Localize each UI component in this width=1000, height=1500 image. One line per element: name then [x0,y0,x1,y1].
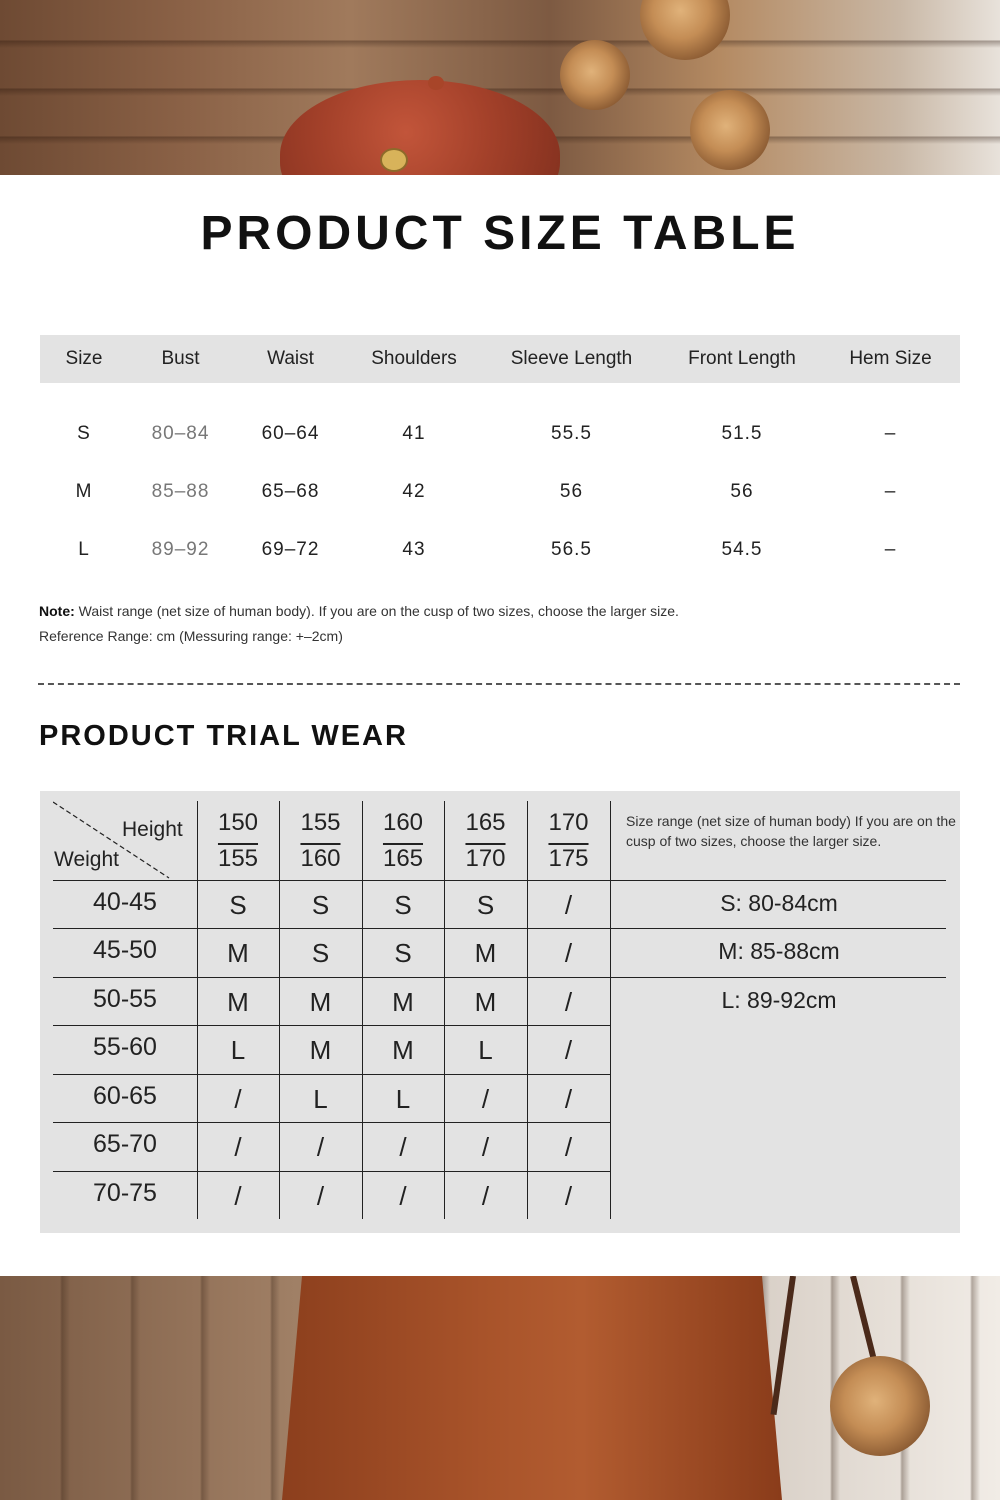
grid-line [53,1171,610,1172]
weight-label: 65-70 [93,1130,157,1158]
cell: L [78,539,90,560]
size-value: S [476,890,495,920]
grid-line [53,977,946,978]
weight-label: 60-65 [93,1082,157,1110]
col-size: Size [65,348,103,369]
reference-range: Reference Range: cm (Messuring range: +–2cm) [39,628,343,644]
height-header [197,805,279,877]
note-label: Note: [39,603,75,619]
cell: 65–68 [261,481,320,502]
cell: 43 [402,539,426,560]
height-to: 160 [300,845,341,872]
table-row [40,463,960,521]
size-value: M [227,987,249,1017]
height-label: Height [122,818,183,841]
weight-label: Weight [54,848,119,871]
size-value: M [309,1035,332,1065]
size-value: S [229,890,247,920]
height-to: 175 [548,845,589,872]
height-to: 155 [217,845,259,872]
cell: 54.5 [721,539,763,560]
cell: 56.5 [551,539,592,560]
size-value: / [564,987,573,1017]
size-range-note: Size range (net size of human body) If you are on the cusp of two sizes, choose the larger size. [626,813,956,849]
cell: – [884,481,897,502]
col-waist: Waist [267,348,314,369]
size-value: / [316,1132,325,1162]
size-value: L [313,1084,328,1114]
height-header [444,805,527,877]
height-from: 150 [217,809,259,836]
size-value: L [230,1035,246,1065]
weight-label: 50-55 [93,985,157,1013]
height-header [362,805,444,877]
weight-label: 40-45 [93,888,157,916]
weight-label: 55-60 [93,1033,157,1061]
height-from: 155 [300,809,341,836]
size-note [39,599,679,649]
size-value: M [392,1035,414,1065]
cell: M [75,481,93,502]
height-from: 170 [548,809,589,836]
grid-line [53,1122,610,1123]
cell: 55.5 [551,423,592,444]
size-value: / [316,1181,325,1211]
cell: 80–84 [151,423,210,444]
beret-hat [280,80,560,175]
grid-line [53,1074,610,1075]
size-range: L: 89-92cm [721,987,837,1013]
logo-badge [380,148,408,172]
size-value: M [474,938,497,968]
top-photo [0,0,1000,175]
size-value: / [399,1181,407,1211]
cell: 89–92 [151,539,210,560]
size-value: / [564,938,573,968]
size-value: / [481,1181,490,1211]
height-to: 170 [465,845,506,872]
size-value: M [309,987,332,1017]
bottom-photo [0,1276,1000,1500]
cell: S [77,423,91,444]
grid-line [53,928,946,929]
cell: 85–88 [151,481,210,502]
size-value: / [564,1084,573,1114]
dashed-divider [38,683,960,685]
size-value: S [311,938,330,968]
grid-line [610,801,611,1219]
size-value: / [481,1132,490,1162]
weight-label: 45-50 [93,936,157,964]
size-value: L [478,1035,493,1065]
size-table-header [40,335,960,383]
table-row [40,521,960,579]
size-value: / [564,890,573,920]
height-header [527,805,610,877]
size-value: / [399,1132,407,1162]
height-to: 165 [382,845,424,872]
note-text: Waist range (net size of human body). If you are on the cusp of two sizes, choose the larger size. [74,603,679,619]
weight-label: 70-75 [93,1179,157,1207]
size-range: S: 80-84cm [720,890,838,916]
cell: 60–64 [261,423,320,444]
size-value: L [395,1084,411,1114]
size-value: / [564,1132,573,1162]
size-value: / [234,1084,242,1114]
skirt [282,1276,782,1500]
cell: – [884,423,897,444]
size-range: M: 85-88cm [718,938,840,964]
col-front-length: Front Length [688,348,796,369]
cell: 42 [402,481,426,502]
size-value: / [564,1181,573,1211]
size-table [40,335,960,579]
cell: 41 [402,423,426,444]
size-value: / [234,1181,242,1211]
size-value: M [392,987,414,1017]
height-from: 160 [382,809,424,836]
size-value: S [311,890,330,920]
trial-wear-title: PRODUCT TRIAL WEAR [39,720,408,752]
height-from: 165 [465,809,506,836]
grid-line [53,880,946,881]
table-row [40,405,960,463]
cell: 56 [730,481,754,502]
height-header [279,805,362,877]
cell: – [884,539,897,560]
grid-line [53,1025,610,1026]
size-value: M [227,938,249,968]
col-sleeve-length: Sleeve Length [510,348,633,369]
col-hem-size: Hem Size [849,348,932,369]
cell: 69–72 [261,539,320,560]
size-value: / [234,1132,242,1162]
size-value: S [394,938,412,968]
size-value: M [474,987,497,1017]
cell: 56 [559,481,584,502]
size-value: / [481,1084,490,1114]
cell: 51.5 [721,423,763,444]
col-shoulders: Shoulders [371,348,457,369]
size-value: S [394,890,412,920]
col-bust: Bust [161,348,200,369]
size-value: / [564,1035,573,1065]
page-title: PRODUCT SIZE TABLE [200,207,800,260]
